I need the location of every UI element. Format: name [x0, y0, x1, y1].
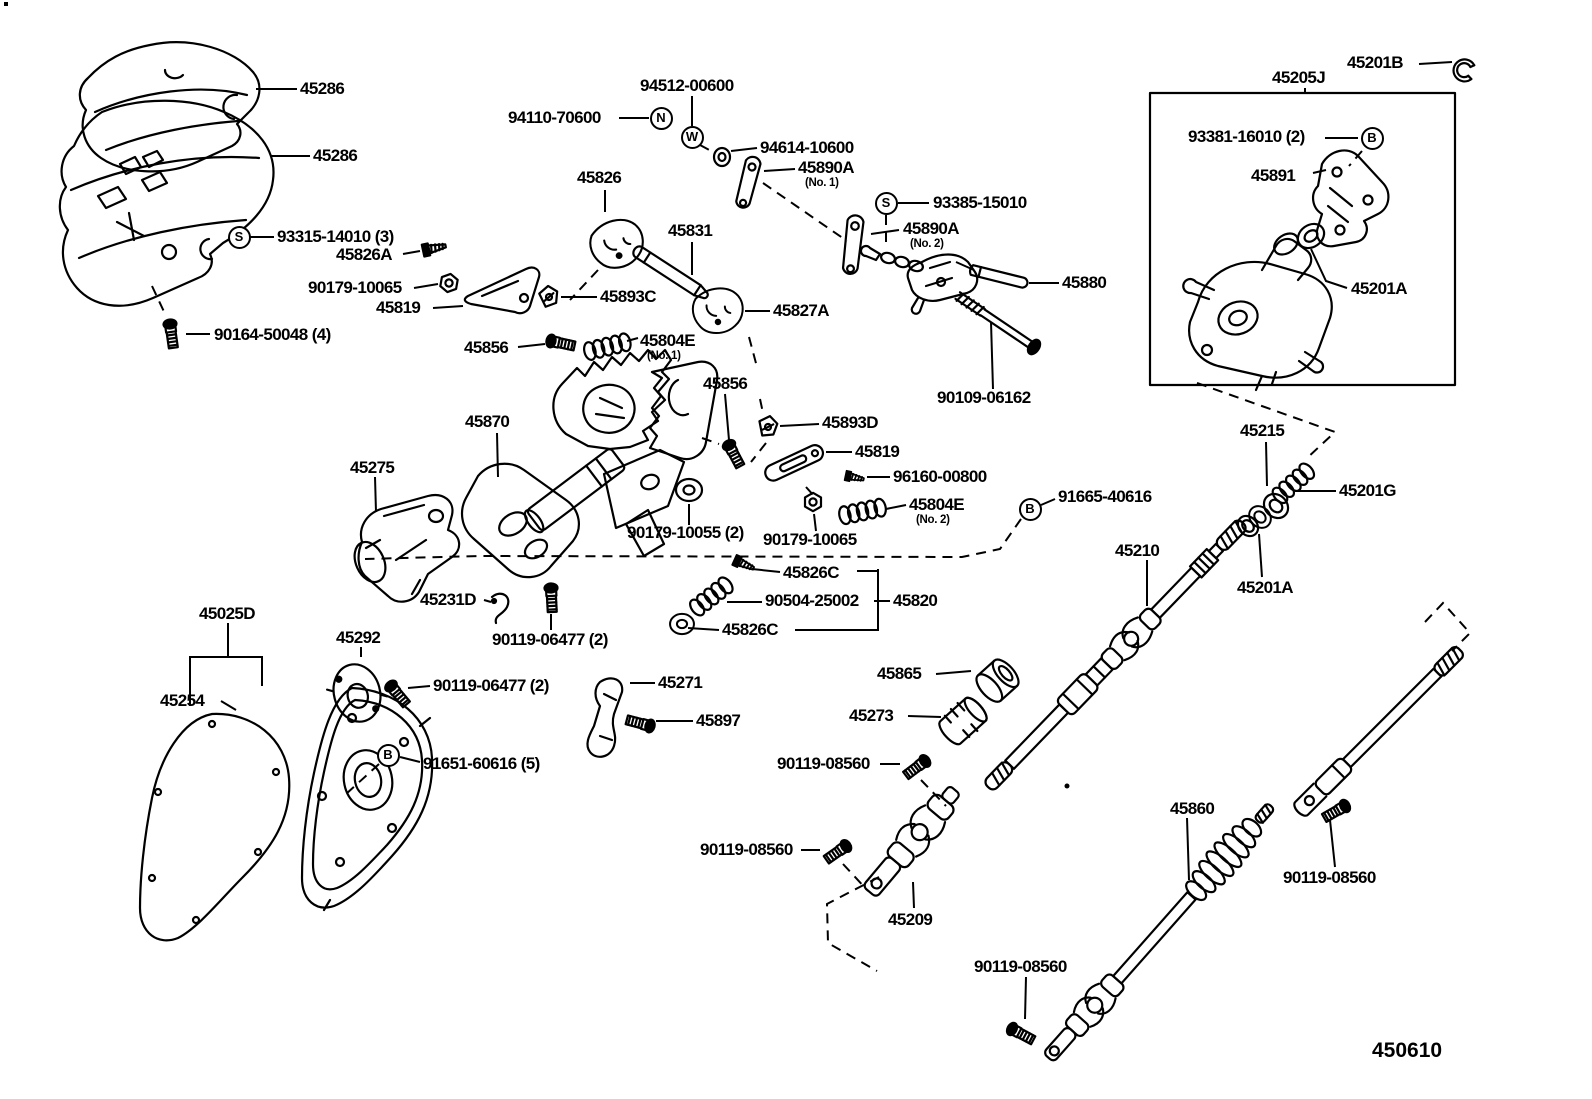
nut-90179-10065-lower — [805, 493, 821, 511]
spring-90504-25002 — [687, 575, 735, 618]
part-number: 94614-10600 — [760, 138, 854, 157]
steering-column-45870 — [462, 350, 717, 577]
lever-45819-lower — [763, 443, 826, 484]
part-number: 45292 — [336, 628, 381, 647]
part-number-qualifier: (No. 1) — [647, 349, 681, 362]
fastener-marker-w: W — [681, 126, 704, 149]
part-number-label — [1062, 274, 1106, 292]
part-number-label — [1347, 54, 1403, 72]
part-number-label — [937, 389, 1031, 407]
part-number: 45231D — [420, 590, 476, 609]
part-number: 90164-50048 (4) — [214, 325, 331, 344]
bolt-90119-06477-a — [544, 583, 558, 612]
part-number-label — [1339, 482, 1396, 500]
column-cover-upper — [80, 42, 260, 174]
part-number-qualifier: (No. 2) — [910, 237, 944, 250]
nut-90179-10065 — [440, 273, 459, 294]
lower-shaft-upper-section — [1292, 644, 1467, 819]
part-number-label — [760, 139, 854, 157]
part-number-label — [933, 194, 1027, 212]
part-number-label — [277, 228, 394, 246]
part-number: 45201G — [1339, 481, 1396, 500]
part-number-label — [822, 414, 878, 432]
part-number: 45826A — [336, 245, 392, 264]
fastener-marker-s: S — [228, 226, 251, 249]
tilt-lever-bracket — [861, 246, 977, 314]
part-number-qualifier: (No. 1) — [805, 176, 839, 189]
part-number: 94512-00600 — [640, 76, 734, 95]
screw-45826c-upper — [732, 555, 755, 573]
part-number-label — [420, 591, 476, 609]
part-number-label — [492, 631, 608, 649]
part-number: 90504-25002 — [765, 591, 859, 610]
fastener-marker-b: B — [1361, 127, 1384, 150]
part-number: 45254 — [160, 691, 205, 710]
part-number: 45201A — [1237, 578, 1293, 597]
part-number: 90119-06477 (2) — [492, 630, 608, 649]
part-number: 45856 — [464, 338, 509, 357]
part-number: 90179-10065 — [308, 278, 402, 297]
part-number: 45856 — [703, 374, 748, 393]
part-number: 90119-08560 — [974, 957, 1067, 976]
part-number: 45893D — [822, 413, 878, 432]
part-number: 45831 — [668, 221, 713, 240]
part-number: 90109-06162 — [937, 388, 1031, 407]
clip-45893d — [758, 415, 778, 436]
part-number: 45286 — [300, 79, 345, 98]
part-number: 45827A — [773, 301, 829, 320]
part-number: 45891 — [1251, 166, 1296, 185]
screw-96160-00800 — [845, 471, 865, 484]
part-number: 93381-16010 (2) — [1188, 127, 1305, 146]
part-number: 91651-60616 (5) — [423, 754, 540, 773]
part-number: 96160-00800 — [893, 467, 987, 486]
part-number: 45826 — [577, 168, 622, 187]
part-number: 93315-14010 (3) — [277, 227, 394, 246]
part-number-label — [877, 665, 921, 683]
part-number-label — [798, 159, 854, 189]
part-number: 45893C — [600, 287, 656, 306]
part-number: 45286 — [313, 146, 358, 165]
part-number-label — [700, 841, 793, 859]
part-number: 45870 — [465, 412, 510, 431]
bolt-90119-08560-c — [1321, 798, 1352, 824]
part-number-label — [888, 911, 932, 929]
part-number-label — [1115, 542, 1159, 560]
part-number: 450610 — [1372, 1039, 1443, 1062]
bushing-45865 — [972, 655, 1023, 706]
bracket-45819-upper — [465, 268, 539, 314]
part-number-label — [336, 629, 380, 647]
part-number: 90119-08560 — [777, 754, 870, 773]
part-number: 94110-70600 — [508, 108, 601, 127]
part-number-label — [765, 592, 859, 610]
part-number: 45897 — [696, 711, 741, 730]
part-number: 90119-06477 (2) — [433, 676, 549, 695]
part-number: 45201B — [1347, 53, 1403, 72]
bolt-45856 — [545, 334, 576, 353]
part-number: 91665-40616 — [1058, 487, 1152, 506]
part-number-label — [465, 413, 509, 431]
part-number-label — [300, 80, 344, 98]
part-number-label — [849, 707, 893, 725]
part-number-label — [640, 332, 695, 362]
part-number-label — [627, 524, 744, 542]
grommet-94614 — [714, 148, 730, 166]
bolt-90109-06162 — [953, 289, 1042, 357]
part-number-label — [783, 564, 839, 582]
part-number-label — [199, 605, 255, 623]
grommet-45826c-lower — [670, 614, 694, 634]
screw-45826a — [422, 240, 447, 257]
part-number: 90119-08560 — [1283, 868, 1376, 887]
ring-45201a — [1234, 512, 1262, 540]
collar-45273 — [935, 693, 992, 749]
part-number: 45205J — [1272, 68, 1326, 87]
clip-45231d — [492, 594, 508, 623]
part-number-label — [160, 692, 204, 710]
part-number: 45860 — [1170, 799, 1215, 818]
part-number: 45865 — [877, 664, 922, 683]
tilt-handle-45880 — [969, 265, 1028, 289]
universal-joint-45209 — [857, 779, 968, 902]
spring-45804e-no1 — [582, 332, 632, 361]
part-number: 45890A — [798, 158, 854, 177]
bolt-90164-50048 — [163, 319, 180, 349]
fastener-marker-n: N — [650, 107, 673, 130]
part-number-label — [313, 147, 357, 165]
grommet-90179-10055 — [676, 479, 702, 501]
bolt-45856-lower — [721, 438, 746, 469]
column-bracket-45275 — [349, 495, 459, 602]
part-number-label — [974, 958, 1067, 976]
part-number-label — [855, 443, 899, 461]
part-number: 93385-15010 — [933, 193, 1027, 212]
part-number-label — [600, 288, 656, 306]
part-number: 45826C — [783, 563, 839, 582]
snap-ring-45201b — [1450, 56, 1477, 84]
part-number: 45880 — [1062, 273, 1107, 292]
bolt-90119-08560-d — [1005, 1021, 1036, 1046]
part-number: 45819 — [376, 298, 421, 317]
part-number-label — [350, 459, 394, 477]
part-number-qualifier: (No. 2) — [916, 513, 950, 526]
part-number-label — [214, 326, 331, 344]
part-number: 45890A — [903, 219, 959, 238]
part-number: 45820 — [893, 591, 938, 610]
bolt-90119-08560-a — [902, 753, 933, 781]
part-number-label — [640, 77, 734, 95]
part-number: 45804E — [909, 495, 965, 514]
part-number-label — [777, 755, 870, 773]
part-number-label — [1058, 488, 1152, 506]
bolt-90119-08560-b — [823, 838, 854, 865]
part-number-label — [903, 220, 959, 250]
part-number-label — [658, 674, 702, 692]
part-number-label — [773, 302, 829, 320]
part-number-label — [1237, 579, 1293, 597]
part-number: 45210 — [1115, 541, 1160, 560]
part-number: 45819 — [855, 442, 900, 461]
clip-45893c — [538, 285, 559, 308]
part-number-label — [763, 531, 857, 549]
spring-45215 — [1270, 461, 1317, 506]
part-number-label — [308, 279, 402, 297]
part-number: 45273 — [849, 706, 894, 725]
part-number-label — [1272, 69, 1325, 87]
part-number-label — [577, 169, 621, 187]
part-number-label — [703, 375, 747, 393]
bolt-90119-06477-b — [383, 678, 411, 708]
part-number-label — [1240, 422, 1284, 440]
part-number-label — [464, 339, 508, 357]
part-number-label — [336, 246, 392, 264]
print-dot — [4, 2, 8, 6]
print-dot — [1065, 784, 1070, 789]
bolt-45897 — [625, 714, 656, 734]
link-45890a-no2 — [842, 215, 864, 275]
gasket-45254 — [140, 714, 289, 940]
part-number: 45201A — [1351, 279, 1407, 298]
part-number: 45271 — [658, 673, 703, 692]
part-number: 45209 — [888, 910, 933, 929]
part-number-label — [696, 712, 740, 730]
pad-45826 — [585, 214, 649, 275]
steering-gear-housing — [1183, 229, 1331, 390]
lower-shaft-45860 — [1036, 795, 1284, 1069]
part-number-label — [909, 496, 964, 526]
fastener-marker-b: B — [377, 744, 400, 767]
part-number: 45215 — [1240, 421, 1285, 440]
link-45890a-no1 — [735, 155, 762, 209]
part-number-label — [668, 222, 712, 240]
part-number-label — [1351, 280, 1407, 298]
spring-45804e-no2 — [838, 498, 888, 525]
part-number-label — [376, 299, 420, 317]
part-number-label — [722, 621, 778, 639]
part-number-label — [1283, 869, 1376, 887]
bushing-45201a-box — [1293, 219, 1329, 253]
pad-45827a — [690, 285, 746, 336]
part-number-label — [423, 755, 540, 773]
part-number: 45826C — [722, 620, 778, 639]
part-number-label — [1251, 167, 1295, 185]
part-number: 90179-10055 (2) — [627, 523, 744, 542]
lever-45271 — [587, 678, 622, 756]
part-number: 45025D — [199, 604, 255, 623]
part-number-label — [1170, 800, 1214, 818]
part-number: 45275 — [350, 458, 395, 477]
part-number-label — [433, 677, 549, 695]
fastener-marker-b: B — [1019, 498, 1042, 521]
part-number: 90119-08560 — [700, 840, 793, 859]
part-number: 90179-10065 — [763, 530, 857, 549]
washer-45201g — [1259, 489, 1293, 523]
fastener-marker-s: S — [875, 192, 898, 215]
part-number-label — [1372, 1040, 1442, 1062]
part-number-label — [893, 468, 987, 486]
part-number: 45804E — [640, 331, 696, 350]
part-number-label — [893, 592, 937, 610]
part-number-label — [1188, 128, 1305, 146]
part-number-label — [508, 109, 601, 127]
